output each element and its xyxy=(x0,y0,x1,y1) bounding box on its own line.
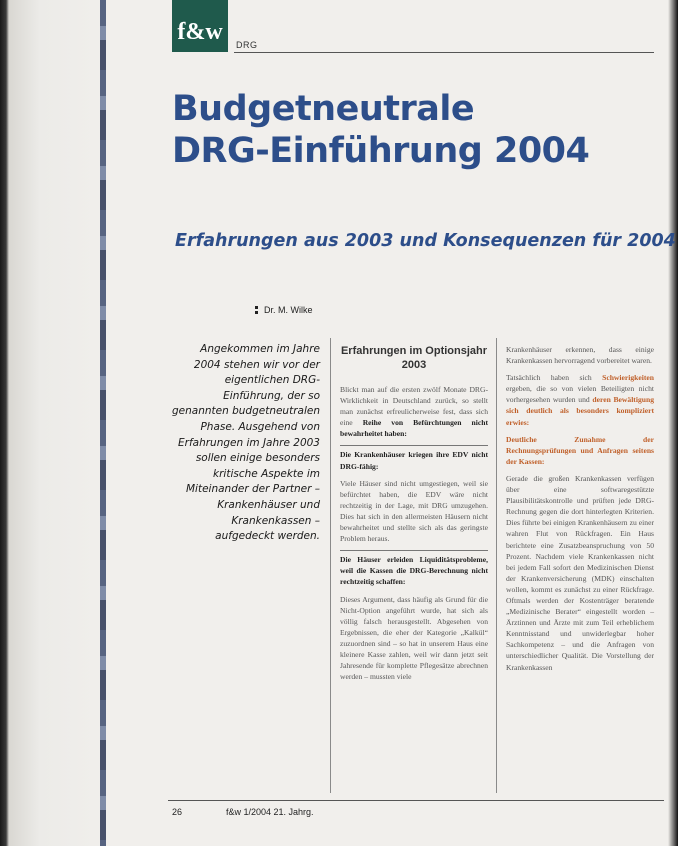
journal-issue: f&w 1/2004 21. Jahrg. xyxy=(226,807,314,817)
footer-rule xyxy=(168,800,664,801)
binding-shadow xyxy=(0,0,112,846)
column-divider-2 xyxy=(496,338,497,793)
journal-logo: f&w xyxy=(172,0,228,52)
author-line xyxy=(255,305,313,315)
author-marker-icon xyxy=(255,306,258,314)
column1-subheading-2: Die Häuser erleiden Liquiditätsprobleme, weil die Kassen die DRG-Berechnung nicht rechtzeitig schaffen: xyxy=(340,550,488,587)
column2-paragraph-2 xyxy=(506,372,654,427)
title-line-1: Budgetneutrale xyxy=(172,89,475,129)
column2-p2-text-2: ergeben, die so von vielen Beteiligten nicht vorhergesehen wurden und xyxy=(506,384,654,405)
article-subtitle: Erfahrungen aus 2003 und Konsequenzen für 2004 xyxy=(175,231,676,251)
column2-p2-highlight-2: deren Bewältigung sich deutlich als besonders kompliziert erwies: xyxy=(506,395,654,427)
column2-p2-text-1: Tatsächlich haben sich xyxy=(506,373,592,383)
column2-paragraph-3: Gerade die großen Krankenkassen verfügen über eine softwaregestützte Plausibilitätskontrolle und prüften jede DRG-Rechnung gegen die dort hinterlegten Kriterien. Dies führte bei einigen Krankenhäusern zu einer wahren Flut von Rückfragen. Ein Haus berichtete eine Zusatzbeanspruchung von 50 Prozent. Nachdem viele Krankenkassen nicht bei jedem Fall sofort den Medizinischen Dienst der Krankenversicherung (MDK) einschalten wollen, kommt es zunächst zu einer Rückfrage. Oftmals werden der Kostenträger beratende „Medizinische Berater“ eingestellt worden – Ärztinnen und Ärzte mit zum Teil erheblichem Kenntnisstand und unwiderlegbar hoher Sachkompetenz – und die Anfragen von unterschiedlicher Qualität. Die Vorstellung der Krankenkassen xyxy=(506,473,654,672)
page-edge-shadow xyxy=(668,0,678,846)
column1-paragraph-2: Viele Häuser sind nicht umgestiegen, weil sie befürchtet haben, die EDV wäre nicht rechtzeitig in der Lage, mit DRG umzugehen. Dies hat sich in den allermeisten Häusern nicht bewahrheitet und stellte sich als das geringste Problem heraus. xyxy=(340,478,488,544)
column2-p2-highlight-1: Schwierigkeiten xyxy=(602,373,654,383)
column2-subheading-1: Deutliche Zunahme der Rechnungsprüfungen und Anfragen seitens der Kassen: xyxy=(506,434,654,466)
article-column-2 xyxy=(506,344,654,679)
author-name: Dr. M. Wilke xyxy=(264,305,313,315)
article-column-1 xyxy=(340,344,488,688)
spine-color-bar xyxy=(100,0,106,846)
column1-paragraph-1 xyxy=(340,384,488,439)
title-line-2: DRG-Einführung 2004 xyxy=(172,131,590,171)
column2-paragraph-1: Krankenhäuser erkennen, dass einige Krankenkassen hervorragend vorbereitet waren. xyxy=(506,345,654,366)
column-box-title: Erfahrungen im Optionsjahr 2003 xyxy=(340,345,488,371)
column-divider-1 xyxy=(330,338,331,793)
column1-paragraph-3: Dieses Argument, dass häufig als Grund für die Nicht-Option angeführt wurde, hat sich als völlig falsch herausgestellt. Abgesehen von Ergebnissen, die eher der Kategorie „Kalkül“ zuzuordnen sind – so hat in unserem Haus eine kleinere Kasse zahlen, weil wir dann jetzt seit Jahresende für komplette Pflegesätze abrechnen werden – mussten viele xyxy=(340,594,488,682)
column1-p1-text: Blickt man auf die ersten zwölf Monate DRG-Wirklichkeit in Deutschland zurück, so stellt man zunächst erfreulicherweise fest, dass sich eine xyxy=(340,385,488,428)
column1-p1-bold: Reihe von Befürchtungen nicht bewahrheitet haben: xyxy=(340,418,488,439)
column1-subheading-1: Die Krankenhäuser kriegen ihre EDV nicht DRG-fähig: xyxy=(340,445,488,471)
article-title xyxy=(172,88,589,172)
section-label: DRG xyxy=(236,40,258,50)
page-number: 26 xyxy=(172,807,183,817)
header-rule xyxy=(234,52,654,53)
lead-paragraph: Angekommen im Jahre 2004 stehen wir vor der eigentlichen DRG-Einführung, der so genannten budgetneutralen Phase. Ausgehend von Erfahrungen im Jahre 2003 sollen einige besonders kritische Aspekte im Miteinander der Partner – Krankenhäuser und Krankenkassen – aufgedeckt werden. xyxy=(172,343,320,543)
